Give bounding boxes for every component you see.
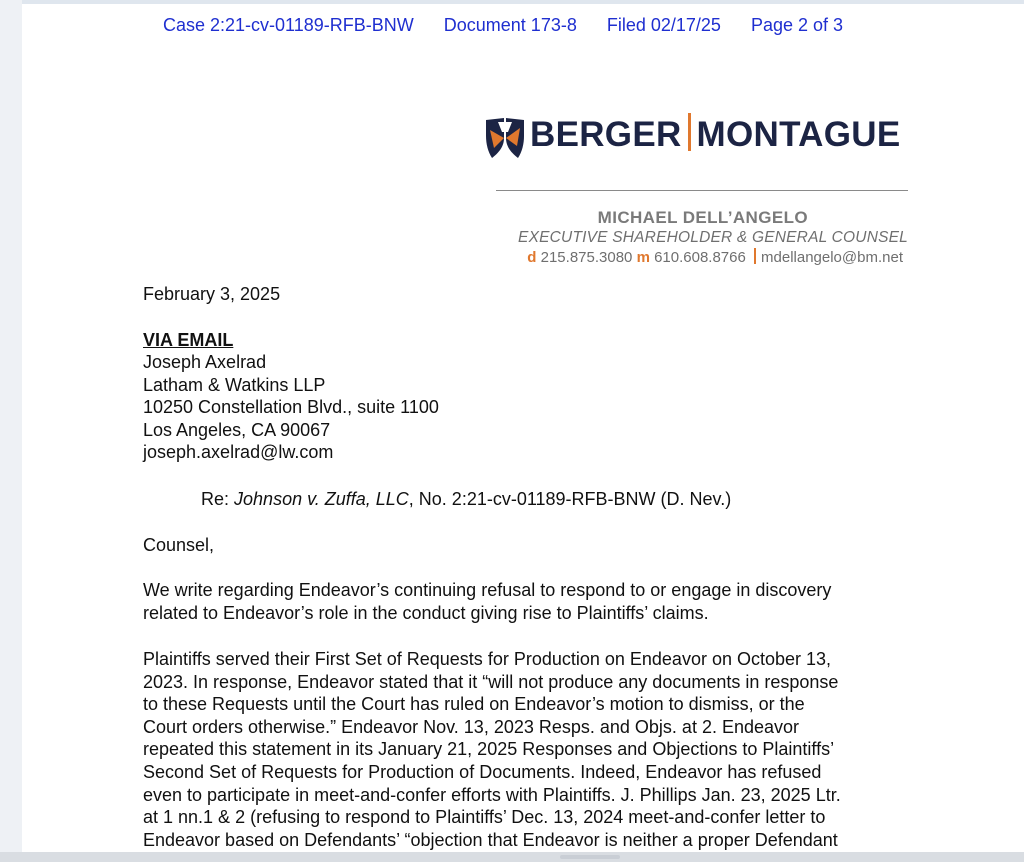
mobile-label: m [636,249,650,266]
letterhead-divider [496,190,908,191]
case-number: Case 2:21-cv-01189-RFB-BNW [163,15,414,35]
recipient-line: 10250 Constellation Blvd., suite 1100 [143,397,439,418]
paragraph-line: related to Endeavor’s role in the conduct giving rise to Plaintiffs’ claims. [143,602,709,623]
letter-date: February 3, 2025 [143,284,281,304]
paragraph-2 [143,648,923,851]
re-case-name: Johnson v. Zuffa, LLC [234,489,409,509]
document-number: Document 173-8 [443,15,577,35]
contact-separator [754,248,756,264]
delivery-method: VIA EMAIL [143,330,234,350]
mobile-phone: 610.608.8766 [654,249,746,266]
paragraph-1 [143,579,923,624]
logo-divider [688,113,691,151]
recipient-line: joseph.axelrad@lw.com [143,442,334,463]
paragraph-line: We write regarding Endeavor’s continuing refusal to respond to or engage in discovery [143,580,832,600]
direct-label: d [527,249,537,266]
viewer-bottom-bar [0,852,1024,862]
firm-name-right: MONTAGUE [696,115,901,154]
page-indicator: Page 2 of 3 [750,15,844,35]
sender-title: EXECUTIVE SHAREHOLDER & GENERAL COUNSEL [518,229,908,246]
firm-name-left: BERGER [530,115,682,154]
bottom-bar-indicator [560,855,620,859]
viewer-left-gutter [0,0,22,862]
paragraph-line: even to participate in meet-and-confer efforts with Plaintiffs. J. Phillips Jan. 23, 2025 Ltr. [143,784,841,805]
paragraph-line: 2023. In response, Endeavor stated that it “will not produce any documents in response [143,671,839,692]
direct-phone: 215.875.3080 [540,249,633,266]
filed-date: Filed 02/17/25 [606,15,721,35]
recipient-address [143,351,439,464]
re-label: Re: [201,489,230,509]
recipient-line: Joseph Axelrad [143,352,267,372]
paragraph-line: repeated this statement in its January 21, 2025 Responses and Objections to Plaintiffs’ [143,739,835,760]
paragraph-line: Second Set of Requests for Production of Documents. Indeed, Endeavor has refused [143,761,822,782]
recipient-line: Los Angeles, CA 90067 [143,419,331,440]
sender-email: mdellangelo@bm.net [761,249,903,266]
salutation: Counsel, [143,535,215,555]
paragraph-line: at 1 nn.1 & 2 (refusing to respond to Plaintiffs’ Dec. 13, 2024 meet-and-confer letter to [143,807,826,828]
paragraph-line: Court orders otherwise.” Endeavor Nov. 13, 2023 Resps. and Objs. at 2. Endeavor [143,716,800,737]
re-case-number: , No. 2:21-cv-01189-RFB-BNW (D. Nev.) [408,489,732,509]
sender-name: MICHAEL DELL’ANGELO [597,208,808,227]
document-page [22,4,1024,852]
re-line [201,488,731,511]
berger-montague-shield-logo [484,116,526,160]
paragraph-line: Endeavor based on Defendants’ “objection that Endeavor is neither a proper Defendant [143,829,838,850]
sender-contact [527,248,903,266]
firm-name [530,113,901,155]
recipient-line: Latham & Watkins LLP [143,374,326,395]
paragraph-line: Plaintiffs served their First Set of Requests for Production on Endeavor on October 13, [143,649,832,669]
case-header [163,15,868,36]
paragraph-line: to these Requests until the Court has ruled on Endeavor’s motion to dismiss, or the [143,694,805,715]
